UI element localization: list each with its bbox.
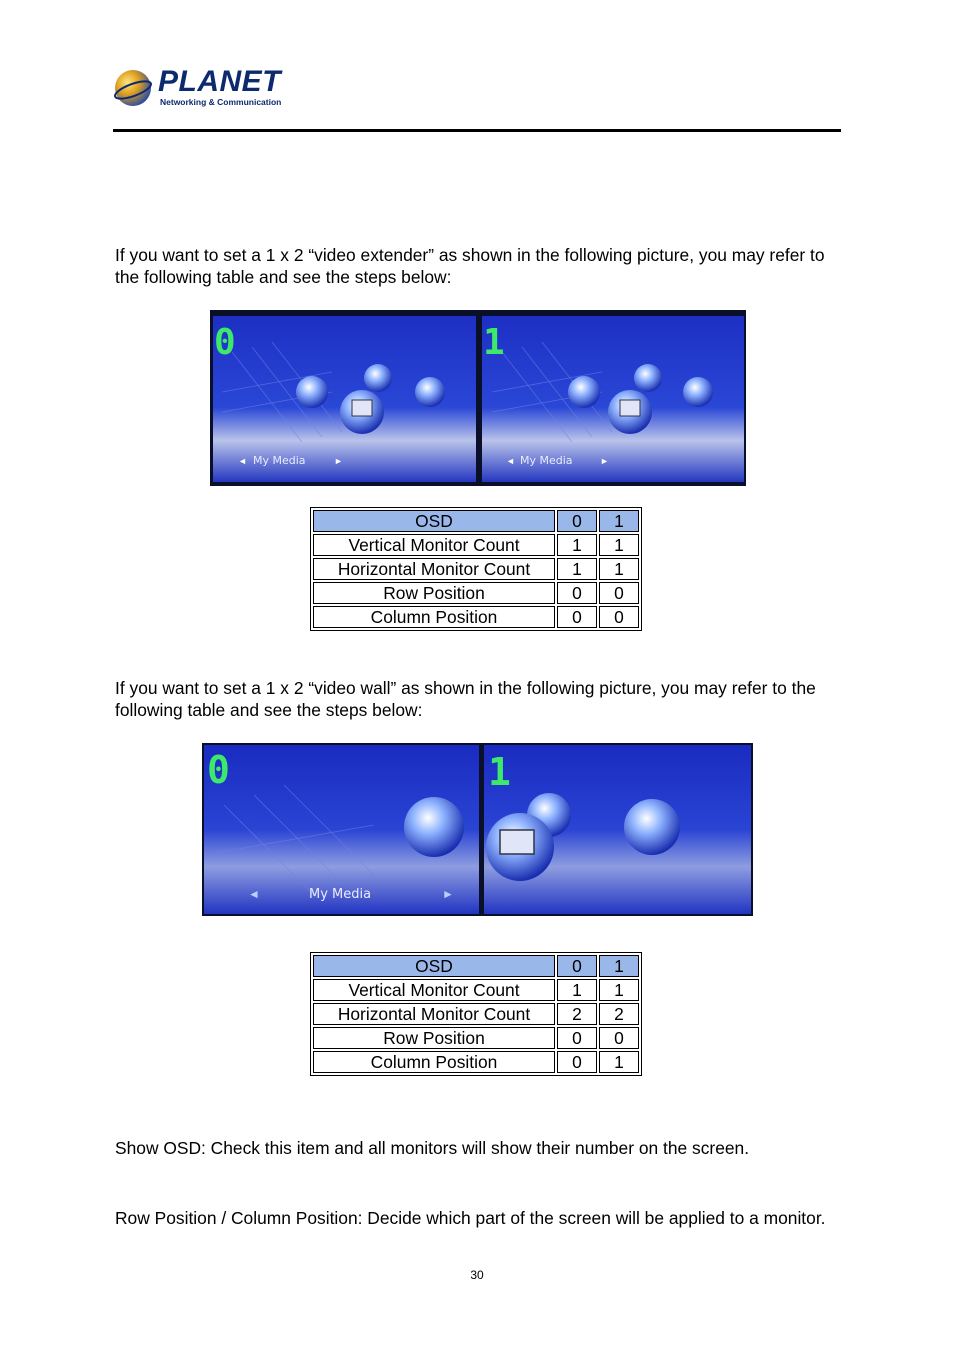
monitor-0-value: 0 xyxy=(557,955,597,977)
table-row xyxy=(313,510,639,532)
svg-text:◄: ◄ xyxy=(248,887,260,901)
monitor-1-value: 1 xyxy=(599,510,639,532)
monitor-1-value: 2 xyxy=(599,1003,639,1025)
monitor-0-value: 0 xyxy=(557,1051,597,1073)
show-osd-description: Show OSD: Check this item and all monitors will show their number on the screen. xyxy=(115,1138,750,1158)
wall-monitor-0 xyxy=(204,745,479,914)
monitor-1-value: 1 xyxy=(599,979,639,1001)
page-number: 30 xyxy=(470,1268,484,1282)
monitor-1-value: 0 xyxy=(599,1027,639,1049)
row-label: Vertical Monitor Count xyxy=(313,979,555,1001)
osd-number: 0 xyxy=(214,322,236,363)
extender-monitor-1 xyxy=(482,316,744,482)
osd-number: 1 xyxy=(483,322,505,363)
row-label: Row Position xyxy=(313,1027,555,1049)
table-row xyxy=(313,1051,639,1073)
svg-text:►: ► xyxy=(600,456,609,466)
monitor-0-value: 0 xyxy=(557,510,597,532)
table-row xyxy=(313,955,639,977)
wall-intro-text: If you want to set a 1 x 2 “video wall” as shown in the following picture, you may refer to the following table and see the steps below: xyxy=(115,678,816,720)
row-label: OSD xyxy=(313,510,555,532)
table-row xyxy=(313,558,639,580)
screen-caption: My Media xyxy=(253,454,306,467)
logo-tagline: Networking & Communication xyxy=(160,97,282,107)
monitor-0-value: 1 xyxy=(557,979,597,1001)
extender-settings-table xyxy=(310,507,642,631)
row-label: Row Position xyxy=(313,582,555,604)
table-row xyxy=(313,979,639,1001)
svg-text:►: ► xyxy=(334,456,343,466)
monitor-0-value: 1 xyxy=(557,534,597,556)
screen-caption: My Media xyxy=(520,454,573,467)
row-label: Horizontal Monitor Count xyxy=(313,1003,555,1025)
monitor-0-value: 0 xyxy=(557,606,597,628)
video-wall-screenshot xyxy=(202,743,753,916)
wall-settings-table xyxy=(310,952,642,1076)
row-label: Column Position xyxy=(313,1051,555,1073)
row-label: OSD xyxy=(313,955,555,977)
table-row xyxy=(313,534,639,556)
table-row xyxy=(313,1027,639,1049)
monitor-1-value: 0 xyxy=(599,606,639,628)
svg-text:◄: ◄ xyxy=(506,456,515,466)
row-column-position-description: Row Position / Column Position: Decide which part of the screen will be applied to a monitor. xyxy=(115,1208,826,1228)
screen-caption: My Media xyxy=(309,887,372,902)
svg-text:◄: ◄ xyxy=(238,456,247,466)
planet-globe-icon xyxy=(113,68,153,108)
monitor-0-value: 0 xyxy=(557,1027,597,1049)
row-label: Horizontal Monitor Count xyxy=(313,558,555,580)
video-extender-screenshot xyxy=(210,310,746,486)
monitor-0-value: 0 xyxy=(557,582,597,604)
monitor-1-value: 1 xyxy=(599,1051,639,1073)
planet-logo xyxy=(113,66,283,110)
table-row xyxy=(313,606,639,628)
monitor-1-value: 0 xyxy=(599,582,639,604)
monitor-0-value: 1 xyxy=(557,558,597,580)
extender-intro-text: If you want to set a 1 x 2 “video extender” as shown in the following picture, you may refer to the following table and see the steps below: xyxy=(115,245,825,287)
table-row xyxy=(313,1003,639,1025)
header-divider xyxy=(113,129,841,132)
monitor-1-value: 1 xyxy=(599,558,639,580)
row-label: Column Position xyxy=(313,606,555,628)
extender-monitor-0 xyxy=(213,316,476,482)
row-label: Vertical Monitor Count xyxy=(313,534,555,556)
osd-number: 1 xyxy=(488,750,511,794)
monitor-1-value: 1 xyxy=(599,955,639,977)
monitor-0-value: 2 xyxy=(557,1003,597,1025)
svg-text:►: ► xyxy=(442,887,454,901)
table-row xyxy=(313,582,639,604)
logo-text: PLANET xyxy=(158,65,281,98)
osd-number: 0 xyxy=(207,748,230,792)
monitor-1-value: 1 xyxy=(599,534,639,556)
wall-monitor-1 xyxy=(484,745,751,914)
